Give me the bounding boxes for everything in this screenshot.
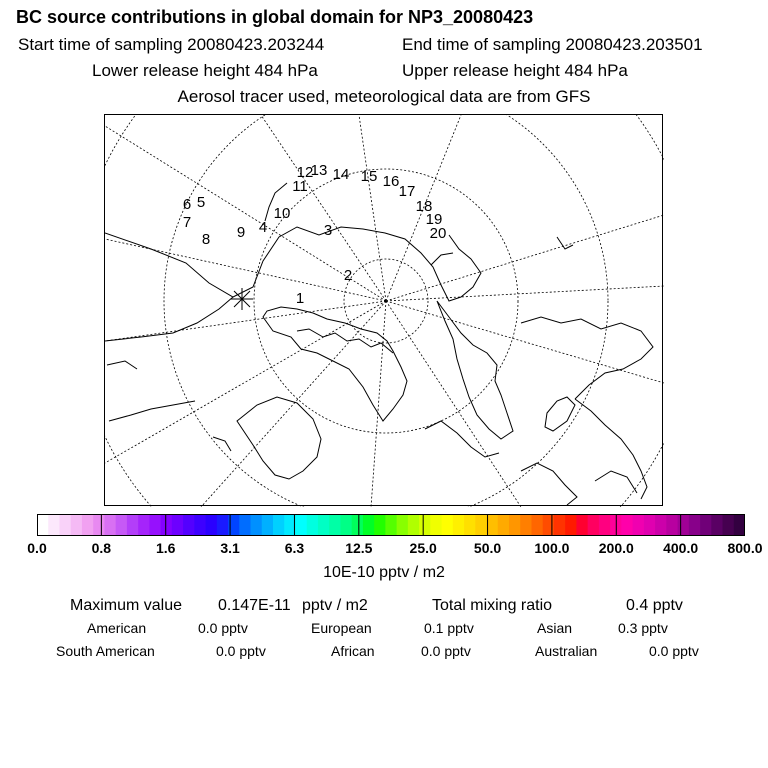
colorbar-cell (475, 514, 487, 536)
trajectory-marker: 8 (201, 230, 211, 248)
colorbar-cell (509, 514, 521, 536)
colorbar-cell (251, 514, 263, 536)
trajectory-marker: 11 (292, 177, 308, 195)
colorbar-cell (262, 514, 274, 536)
colorbar-label: 50.0 (473, 540, 502, 556)
colorbar-cell (419, 514, 431, 536)
max-value-unit: pptv / m2 (302, 597, 368, 614)
colorbar-cell (385, 514, 397, 536)
colorbar-label: 400.0 (663, 540, 699, 556)
region-value: 0.0 pptv (421, 643, 471, 659)
colorbar-cell (352, 514, 364, 536)
colorbar-cell (295, 514, 307, 536)
region-value: 0.3 pptv (618, 620, 668, 636)
colorbar-cell (161, 514, 173, 536)
colorbar-cell (273, 514, 285, 536)
region-value: 0.0 pptv (216, 643, 266, 659)
colorbar-cell (599, 514, 611, 536)
total-mixing-label: Total mixing ratio (432, 597, 553, 614)
max-value-label: Maximum value (70, 597, 183, 614)
trajectory-marker: 10 (273, 204, 291, 222)
colorbar-label: 0.0 (27, 540, 47, 556)
start-time-label: Start time of sampling 20080423.203244 (18, 35, 325, 54)
colorbar-cell (116, 514, 128, 536)
colorbar-cell (397, 514, 409, 536)
trajectory-marker: 6 (182, 195, 192, 213)
colorbar-cell (689, 514, 701, 536)
tracer-note: Aerosol tracer used, meteorological data are from GFS (177, 87, 591, 106)
colorbar-cell (194, 514, 206, 536)
trajectory-marker: 18 (415, 197, 433, 215)
trajectory-marker: 13 (310, 161, 328, 179)
region-name: African (331, 643, 375, 659)
colorbar-label: 200.0 (598, 540, 634, 556)
trajectory-marker: 17 (398, 182, 416, 200)
colorbar-cell (48, 514, 60, 536)
trajectory-marker: 14 (332, 165, 350, 183)
region-name: Australian (535, 643, 598, 659)
colorbar-label: 25.0 (409, 540, 437, 556)
total-mixing-value: 0.4 pptv (626, 597, 683, 614)
trajectory-marker: 9 (236, 223, 246, 241)
colorbar-cell (318, 514, 330, 536)
colorbar-cell (678, 514, 690, 536)
colorbar-cell (520, 514, 532, 536)
colorbar-cell (554, 514, 566, 536)
region-name: Asian (537, 620, 573, 636)
colorbar-cell (723, 514, 735, 536)
region-name: South American (56, 643, 155, 659)
colorbar-cell (442, 514, 454, 536)
colorbar-cell (621, 514, 633, 536)
colorbar-cell (217, 514, 229, 536)
trajectory-marker: 20 (429, 224, 447, 242)
trajectory-marker: 12 (296, 163, 314, 181)
colorbar-cell (138, 514, 150, 536)
region-name: European (311, 620, 372, 636)
colorbar-cell (588, 514, 600, 536)
colorbar-cell (59, 514, 71, 536)
colorbar-cell (93, 514, 105, 536)
colorbar-cell (37, 514, 49, 536)
colorbar-label: 100.0 (534, 540, 570, 556)
colorbar-cell (430, 514, 442, 536)
asterisk-marker-icon (231, 288, 253, 310)
lower-release-height-label: Lower release height 484 hPa (92, 61, 318, 80)
map-canvas (105, 115, 664, 507)
colorbar-cell (307, 514, 319, 536)
colorbar-cell (408, 514, 420, 536)
colorbar-cell (700, 514, 712, 536)
trajectory-marker: 4 (258, 218, 268, 236)
trajectory-marker: 16 (382, 172, 400, 190)
colorbar-cell (565, 514, 577, 536)
colorbar-cell (363, 514, 375, 536)
trajectory-marker: 19 (425, 210, 443, 228)
colorbar-cell (487, 514, 499, 536)
colorbar-cell (576, 514, 588, 536)
trajectory-marker: 3 (323, 221, 333, 239)
region-name: American (87, 620, 147, 636)
polar-map (104, 114, 663, 506)
colorbar-cell (206, 514, 218, 536)
colorbar-cell (149, 514, 161, 536)
colorbar-cell (71, 514, 83, 536)
trajectory-marker: 2 (343, 266, 353, 284)
colorbar-cell (329, 514, 341, 536)
colorbar-cell (655, 514, 667, 536)
region-value: 0.0 pptv (649, 643, 699, 659)
colorbar-label: 12.5 (345, 540, 373, 556)
colorbar-cell (183, 514, 195, 536)
trajectory-marker: 7 (182, 213, 192, 231)
colorbar-label: 3.1 (220, 540, 240, 556)
colorbar-cell (104, 514, 116, 536)
colorbar-cell (711, 514, 723, 536)
colorbar-label: 1.6 (155, 540, 176, 556)
colorbar-cell (666, 514, 678, 536)
colorbar-cell (82, 514, 94, 536)
end-time-label: End time of sampling 20080423.203501 (402, 35, 703, 54)
max-value: 0.147E-11 (218, 597, 291, 614)
colorbar-cell (498, 514, 510, 536)
colorbar-cell (127, 514, 139, 536)
trajectory-marker: 15 (360, 167, 378, 185)
colorbar-label: 6.3 (284, 540, 305, 556)
region-value: 0.1 pptv (424, 620, 474, 636)
colorbar-cell (531, 514, 543, 536)
colorbar-cell (644, 514, 656, 536)
colorbar-cell (633, 514, 645, 536)
colorbar-cell (172, 514, 184, 536)
coastlines (105, 183, 653, 505)
upper-release-height-label: Upper release height 484 hPa (402, 61, 628, 80)
colorbar-cell (340, 514, 352, 536)
trajectory-marker: 5 (196, 193, 206, 211)
colorbar-label: 800.0 (727, 540, 763, 556)
colorbar-cell (464, 514, 476, 536)
colorbar-cell (374, 514, 386, 536)
plot-title: BC source contributions in global domain for NP3_20080423 (16, 7, 534, 27)
colorbar-cell (734, 514, 745, 536)
colorbar-cell (239, 514, 251, 536)
colorbar-cell (453, 514, 465, 536)
colorbar-label: 0.8 (91, 540, 112, 556)
region-value: 0.0 pptv (198, 620, 248, 636)
colorbar (37, 514, 745, 536)
colorbar-cell (543, 514, 555, 536)
colorbar-units: 10E-10 pptv / m2 (323, 564, 445, 581)
trajectory-marker: 1 (295, 289, 305, 307)
